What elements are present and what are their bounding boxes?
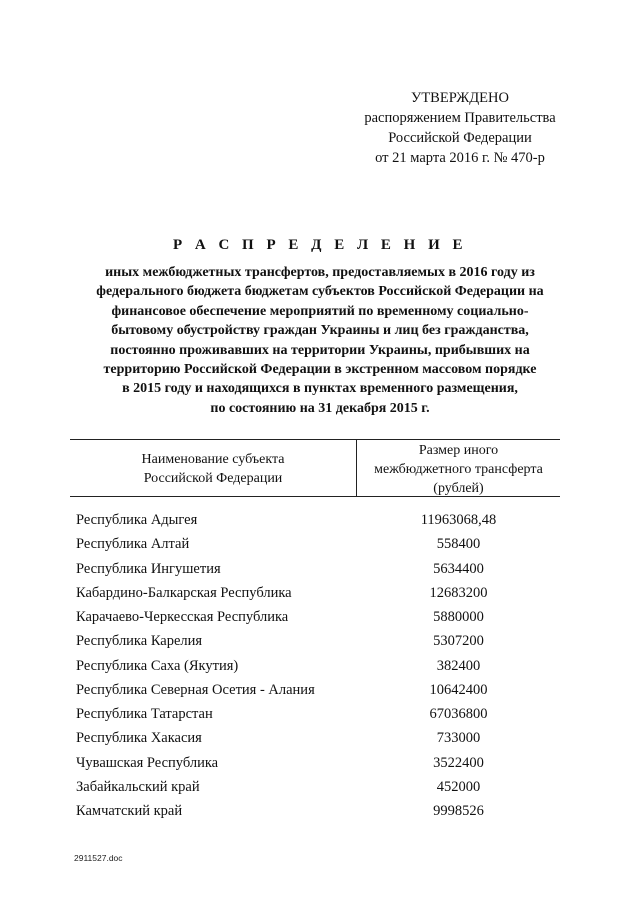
header-text-line: межбюджетного трансферта xyxy=(374,462,543,477)
approval-heading: УТВЕРЖДЕНО xyxy=(411,90,509,106)
region-name: Республика Карелия xyxy=(76,633,203,650)
subtitle-line: по состоянию на 31 декабря 2015 г. xyxy=(210,400,430,416)
table-row xyxy=(0,607,640,631)
header-text-line: (рублей) xyxy=(433,481,484,496)
table-row xyxy=(0,510,640,534)
table-row xyxy=(0,656,640,680)
transfer-amount: 9998526 xyxy=(433,803,484,819)
transfer-amount: 3522400 xyxy=(433,754,484,771)
region-name: Кабардино-Балкарская Республика xyxy=(76,584,292,601)
transfer-amount: 5880000 xyxy=(433,609,484,625)
region-name: Республика Адыгея xyxy=(76,512,198,528)
header-text-line: Размер иного xyxy=(418,443,499,458)
approval-stamp xyxy=(340,88,580,168)
transfer-amount: 558400 xyxy=(436,536,481,553)
subtitle-line: в 2015 году и находящихся в пунктах временного размещения, xyxy=(122,381,518,397)
transfer-amount: 5307200 xyxy=(433,633,484,650)
table-row xyxy=(0,801,640,825)
table-row xyxy=(0,704,640,728)
table-row xyxy=(0,559,640,583)
table-header-top-rule xyxy=(70,439,560,440)
approval-line-authority: распоряжением Правительства xyxy=(364,110,556,126)
transfer-amount: 452000 xyxy=(436,778,481,795)
transfer-amount: 5634400 xyxy=(433,560,484,577)
region-name: Республика Алтай xyxy=(76,536,190,553)
region-name: Камчатский край xyxy=(76,803,183,819)
table-body xyxy=(0,510,640,825)
document-subtitle xyxy=(60,263,580,418)
subtitle-line: иных межбюджетных трансфертов, предоставляемых в 2016 году из xyxy=(105,265,535,280)
footer-file-name: 2911527.doc xyxy=(74,853,123,863)
region-name: Республика Саха (Якутия) xyxy=(76,657,239,674)
region-name: Чувашская Республика xyxy=(76,754,219,771)
table-row xyxy=(0,753,640,777)
document-title: Р А С П Р Е Д Е Л Е Н И Е xyxy=(172,237,467,253)
region-name: Республика Ингушетия xyxy=(76,560,221,577)
table-row xyxy=(0,583,640,607)
approval-line-country: Российской Федерации xyxy=(388,130,532,146)
region-name: Республика Северная Осетия - Алания xyxy=(76,681,315,698)
table-row xyxy=(0,777,640,801)
subtitle-line: территорию Российской Федерации в экстренном массовом порядке xyxy=(103,362,537,378)
table-header-region xyxy=(70,450,356,488)
region-name: Карачаево-Черкесская Республика xyxy=(76,609,289,625)
table-header-amount xyxy=(357,441,560,498)
transfer-amount: 382400 xyxy=(436,657,481,674)
header-text-line: Наименование субъекта xyxy=(141,452,285,467)
region-name: Республика Татарстан xyxy=(76,706,213,722)
transfer-amount: 10642400 xyxy=(429,681,488,698)
header-text-line: Российской Федерации xyxy=(143,471,283,486)
approval-line-date: от 21 марта 2016 г. № 470-р xyxy=(375,150,545,166)
transfer-amount: 12683200 xyxy=(429,584,488,601)
region-name: Республика Хакасия xyxy=(76,730,202,747)
table-row xyxy=(0,680,640,704)
transfer-amount: 11963068,48 xyxy=(420,512,497,528)
subtitle-line: федерального бюджета бюджетам субъектов Российской Федерации на xyxy=(96,284,544,300)
subtitle-line: финансовое обеспечение мероприятий по временному социально- xyxy=(111,303,529,319)
transfer-amount: 733000 xyxy=(436,730,481,747)
table-row xyxy=(0,728,640,752)
subtitle-line: бытовому обустройству граждан Украины и лиц без гражданства, xyxy=(111,323,529,339)
subtitle-line: постоянно проживавших на территории Украины, прибывших на xyxy=(110,342,530,358)
table-row xyxy=(0,534,640,558)
table-row xyxy=(0,631,640,655)
region-name: Забайкальский край xyxy=(76,778,200,795)
transfer-amount: 67036800 xyxy=(429,706,488,722)
